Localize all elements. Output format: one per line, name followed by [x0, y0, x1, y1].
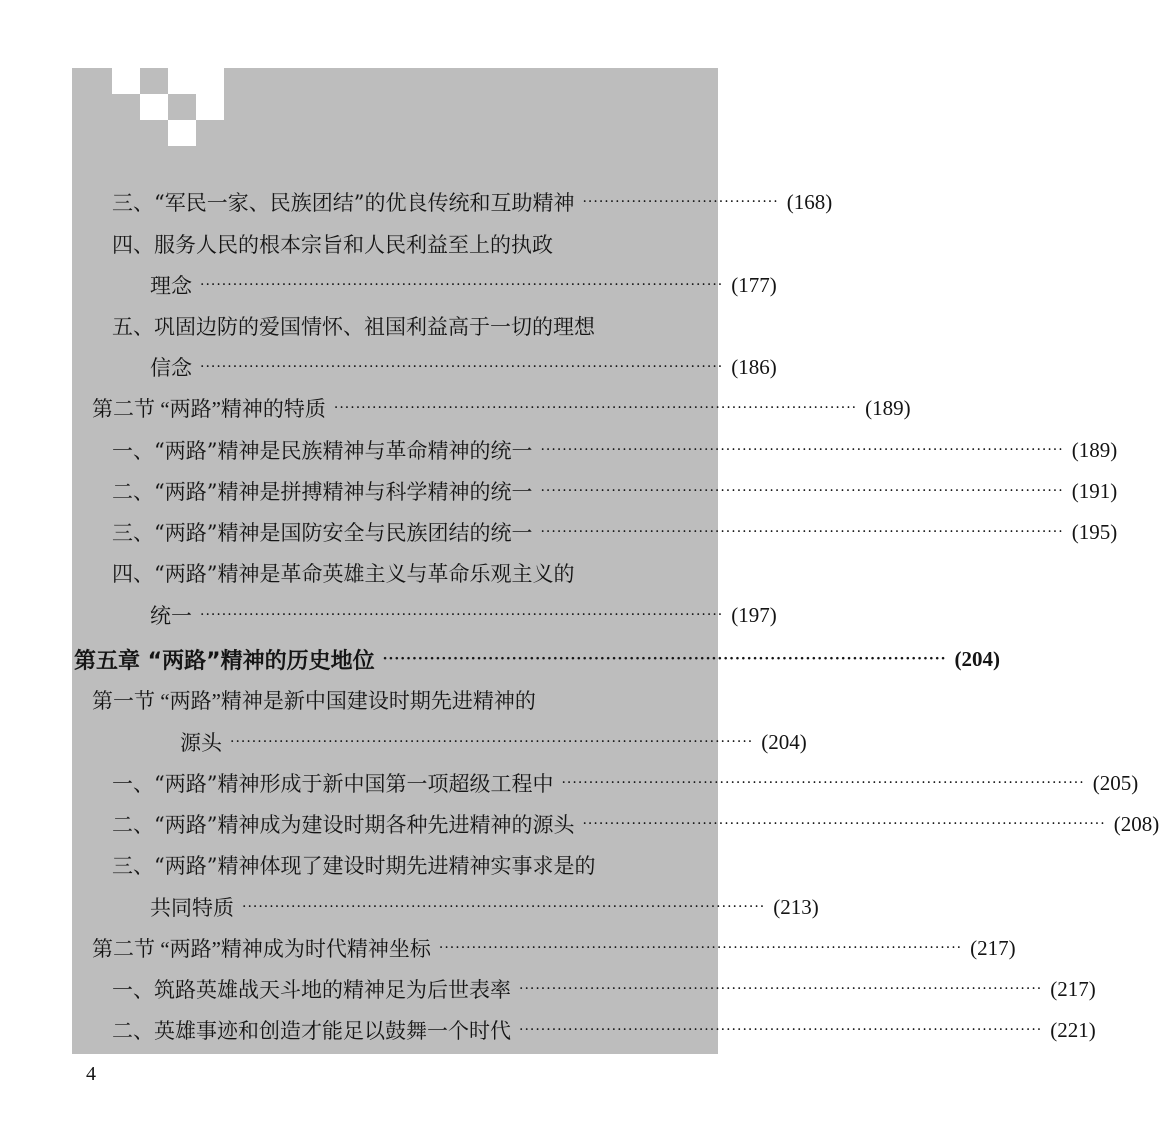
toc-entry-page: (195)	[1071, 519, 1118, 544]
toc-entry-title: 五、巩固边防的爱国情怀、祖国利益高于一切的理想	[112, 315, 595, 339]
dot-leader: ································································································	[242, 899, 766, 915]
toc-entry-page: (208)	[1113, 811, 1159, 836]
toc-entry-title: 第二节 “两路”精神成为时代精神坐标	[92, 937, 431, 961]
toc-entry-page: (191)	[1071, 478, 1118, 503]
toc-entry-title: 第一节 “两路”精神是新中国建设时期先进精神的	[92, 689, 536, 713]
toc-entry-title: 一、筑路英雄战天斗地的精神足为后世表率	[112, 978, 511, 1002]
toc-entry[interactable]	[112, 225, 712, 263]
toc-entry[interactable]	[92, 681, 712, 719]
toc-entry[interactable]	[112, 472, 1118, 510]
toc-entry-title: 三、“两路”精神是国防安全与民族团结的统一	[112, 521, 533, 545]
toc-entry-page: (217)	[1050, 976, 1096, 1001]
toc-entry-title: 共同特质	[150, 896, 234, 920]
toc-entry-title: 理念	[150, 274, 192, 298]
toc-entry-title: 二、“两路”精神是拼搏精神与科学精神的统一	[112, 480, 533, 504]
toc-entry[interactable]	[112, 970, 1096, 1008]
toc-entry-page: (168)	[786, 189, 833, 214]
toc-entry-title: 统一	[150, 604, 192, 628]
toc-entry-title: 三、“军民一家、民族团结”的优良传统和互助精神	[112, 191, 575, 215]
dot-leader: ································································································	[333, 400, 858, 416]
toc-entry-title: 信念	[150, 356, 192, 380]
dot-leader: ································································································	[200, 607, 724, 623]
toc-entry-title: 第五章 “两路”精神的历史地位	[74, 648, 375, 674]
toc-entry-title: 四、服务人民的根本宗旨和人民利益至上的执政	[112, 233, 553, 257]
toc-entry-title: 二、英雄事迹和创造才能足以鼓舞一个时代	[112, 1019, 511, 1043]
toc-entry-page: (204)	[954, 646, 1000, 671]
dot-leader: ····································	[582, 194, 779, 210]
toc-entry-page: (213)	[773, 894, 819, 919]
toc-entry-page: (186)	[731, 354, 777, 379]
dot-leader: ································································································	[540, 442, 1064, 458]
toc-entry[interactable]	[112, 307, 712, 345]
toc-entry[interactable]	[112, 805, 1159, 843]
toc-entry-page: (217)	[970, 935, 1016, 960]
toc-entry-title: 四、“两路”精神是革命英雄主义与革命乐观主义的	[112, 562, 575, 586]
toc-entry-title: 二、“两路”精神成为建设时期各种先进精神的源头	[112, 813, 575, 837]
toc-entry-page: (189)	[865, 395, 911, 420]
dot-leader: ································································································	[200, 359, 724, 375]
dot-leader: ································································································	[519, 1022, 1043, 1038]
toc-entry-title: 一、“两路”精神形成于新中国第一项超级工程中	[112, 772, 554, 796]
toc-entry[interactable]	[112, 183, 833, 221]
toc-entry[interactable]	[180, 723, 807, 761]
toc-entry-page: (197)	[731, 602, 777, 627]
toc-entry[interactable]	[150, 348, 777, 386]
toc-entry[interactable]	[92, 389, 911, 427]
dot-leader: ································································································	[438, 940, 963, 956]
toc-entry[interactable]	[112, 764, 1139, 802]
toc-entry-title: 第二节 “两路”精神的特质	[92, 397, 326, 421]
dot-leader: ································································································	[582, 816, 1106, 832]
toc-entry-page: (189)	[1071, 437, 1118, 462]
toc-entry[interactable]	[112, 1011, 1096, 1049]
toc-entry-page: (177)	[731, 272, 777, 297]
toc-entry[interactable]	[112, 513, 1118, 551]
dot-leader: ································································································	[540, 524, 1064, 540]
dot-leader: ································································································	[382, 651, 947, 667]
toc-entry[interactable]	[150, 888, 819, 926]
dot-leader: ································································································	[519, 981, 1043, 997]
dot-leader: ································································································	[200, 277, 724, 293]
toc-entry[interactable]	[92, 929, 1016, 967]
page-number: 4	[86, 1063, 96, 1085]
toc-chapter-entry[interactable]	[74, 640, 1000, 678]
toc-entry-title: 三、“两路”精神体现了建设时期先进精神实事求是的	[112, 854, 596, 878]
toc-entry[interactable]	[112, 846, 712, 884]
toc-entry-title: 一、“两路”精神是民族精神与革命精神的统一	[112, 439, 533, 463]
toc-entry[interactable]	[150, 266, 777, 304]
toc-entry-title: 源头	[180, 731, 222, 755]
toc-entry[interactable]	[112, 554, 712, 592]
dot-leader: ································································································	[540, 483, 1064, 499]
toc-entry[interactable]	[150, 596, 777, 634]
dot-leader: ································································································	[561, 775, 1085, 791]
toc-entry[interactable]	[112, 431, 1118, 469]
toc-entry-page: (204)	[761, 729, 807, 754]
dot-leader: ································································································	[230, 734, 754, 750]
toc-entry-page: (205)	[1092, 770, 1139, 795]
toc-entry-page: (221)	[1050, 1017, 1096, 1042]
